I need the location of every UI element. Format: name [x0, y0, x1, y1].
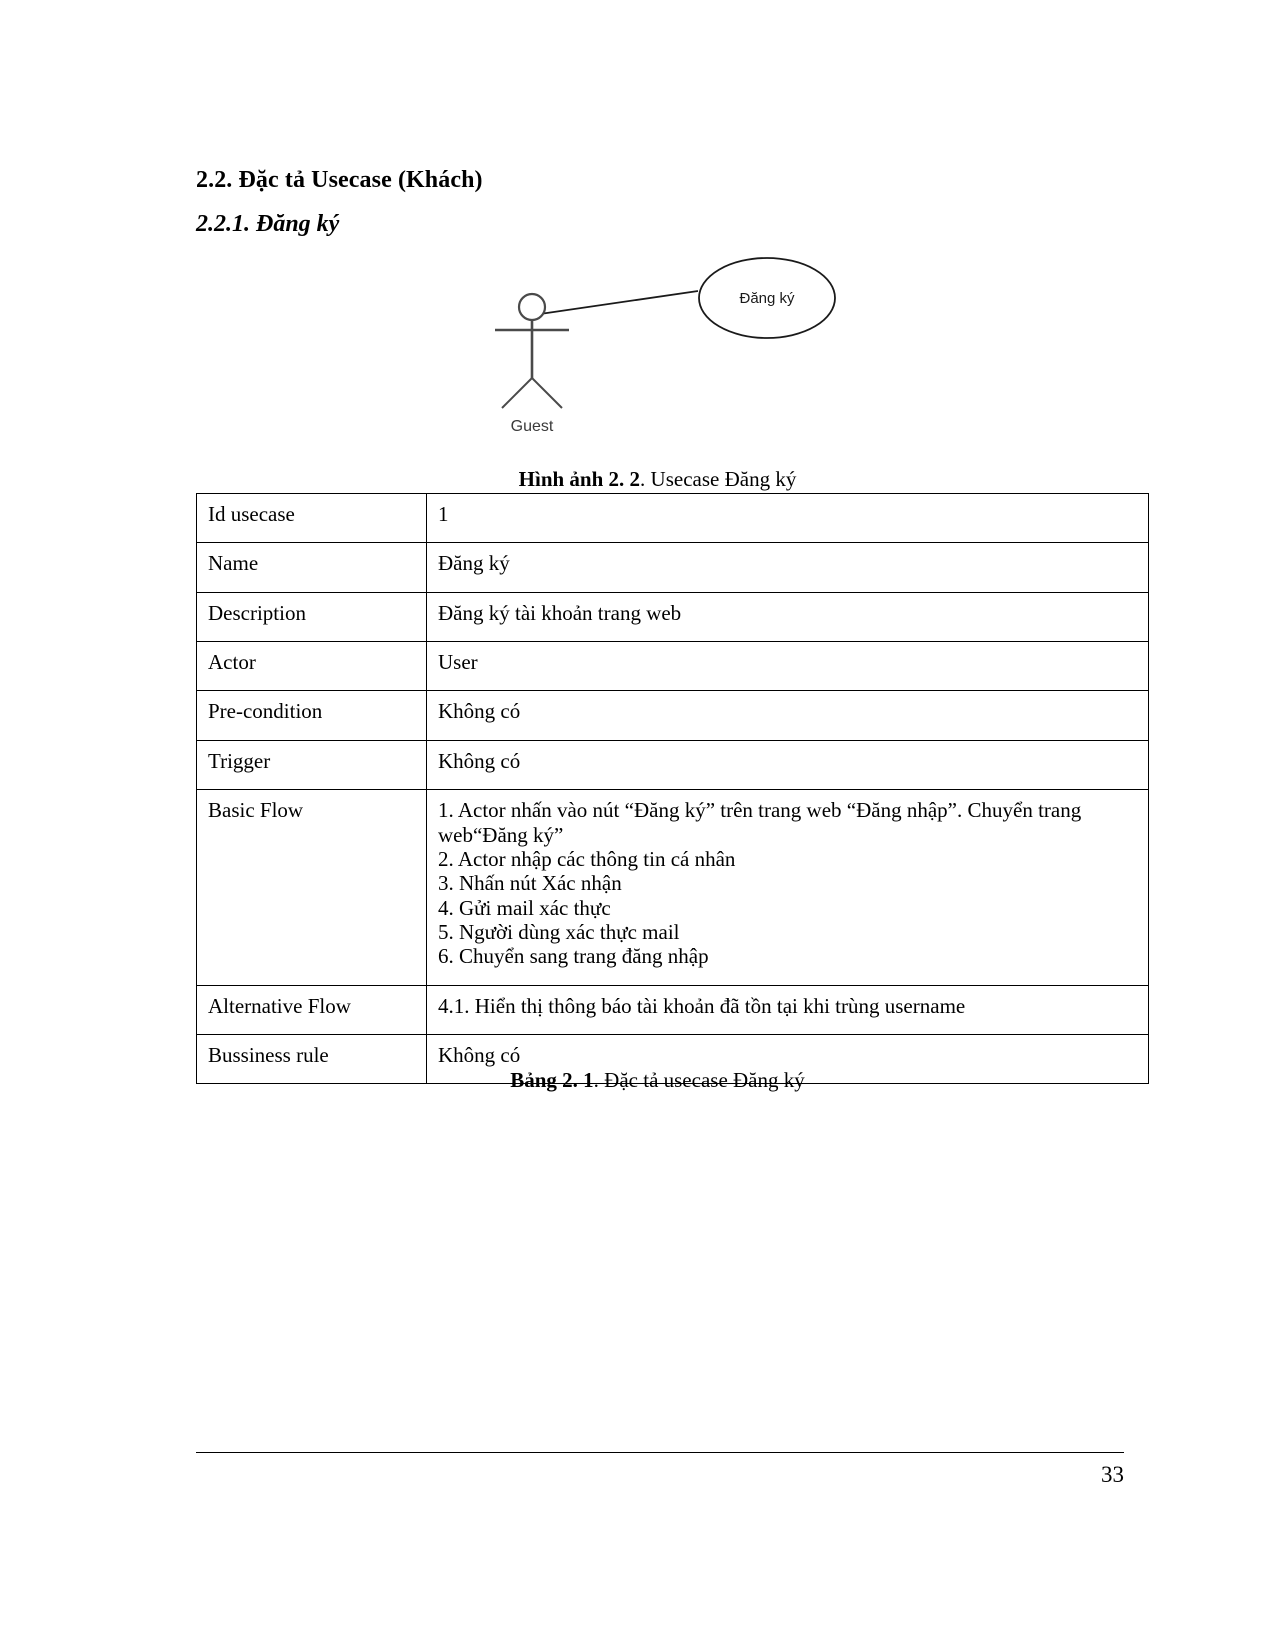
basic-flow-step: 5. Người dùng xác thực mail — [438, 919, 680, 944]
footer-divider — [196, 1452, 1124, 1453]
table-row — [197, 543, 1149, 592]
table-row-alternative-flow — [197, 985, 1149, 1034]
table-caption-text: . Đặc tả usecase Đăng ký — [593, 1068, 805, 1092]
figure-caption-number: Hình ảnh 2. 2 — [518, 467, 641, 491]
page-title: 2.2. Đặc tả Usecase (Khách) — [196, 167, 483, 193]
basic-flow-step: 1. Actor nhấn vào nút “Đăng ký” trên trang web “Đăng nhập”. Chuyển trang web“Đăng ký” — [438, 798, 1082, 847]
row-value: 1 — [427, 494, 1149, 543]
row-label: Bussiness rule — [197, 1035, 427, 1084]
usecase-ellipse-label: Đăng ký — [739, 290, 795, 307]
table-caption — [0, 1068, 1275, 1093]
table-row-basic-flow — [197, 790, 1149, 986]
usecase-diagram — [470, 248, 870, 438]
usecase-spec-table — [196, 493, 1149, 1084]
row-label: Description — [197, 592, 427, 641]
actor-leg-right — [532, 378, 562, 408]
row-label: Actor — [197, 642, 427, 691]
page-number: 33 — [1101, 1462, 1124, 1487]
row-value: Không có — [427, 691, 1149, 740]
row-label: Pre-condition — [197, 691, 427, 740]
table-caption-number: Bảng 2. 1 — [510, 1068, 594, 1092]
usecase-diagram-svg — [470, 248, 870, 438]
basic-flow-steps — [427, 790, 1149, 986]
row-value: User — [427, 642, 1149, 691]
figure-caption — [0, 467, 1275, 492]
row-value: Đăng ký tài khoản trang web — [427, 592, 1149, 641]
row-label: Alternative Flow — [197, 985, 427, 1034]
basic-flow-step: 4. Gửi mail xác thực — [438, 895, 611, 920]
row-value: Không có — [427, 1035, 1149, 1084]
table-row — [197, 494, 1149, 543]
table-row — [197, 592, 1149, 641]
actor-leg-left — [502, 378, 532, 408]
actor-label: Guest — [510, 418, 554, 435]
row-label: Basic Flow — [197, 790, 427, 986]
row-value: Đăng ký — [427, 543, 1149, 592]
table-row — [197, 691, 1149, 740]
basic-flow-step: 3. Nhấn nút Xác nhận — [438, 871, 622, 896]
figure-caption-text: . Usecase Đăng ký — [640, 467, 797, 491]
row-label: Name — [197, 543, 427, 592]
row-label: Id usecase — [197, 494, 427, 543]
actor-head — [519, 294, 545, 320]
table-row — [197, 642, 1149, 691]
row-label: Trigger — [197, 740, 427, 789]
row-value: Không có — [427, 740, 1149, 789]
basic-flow-step: 2. Actor nhập các thông tin cá nhân — [438, 846, 736, 871]
subsection-title: 2.2.1. Đăng ký — [196, 211, 340, 237]
table-row — [197, 740, 1149, 789]
basic-flow-step: 6. Chuyển sang trang đăng nhập — [438, 944, 709, 969]
row-value: 4.1. Hiển thị thông báo tài khoản đã tồn tại khi trùng username — [427, 985, 1149, 1034]
association-line — [540, 291, 698, 314]
